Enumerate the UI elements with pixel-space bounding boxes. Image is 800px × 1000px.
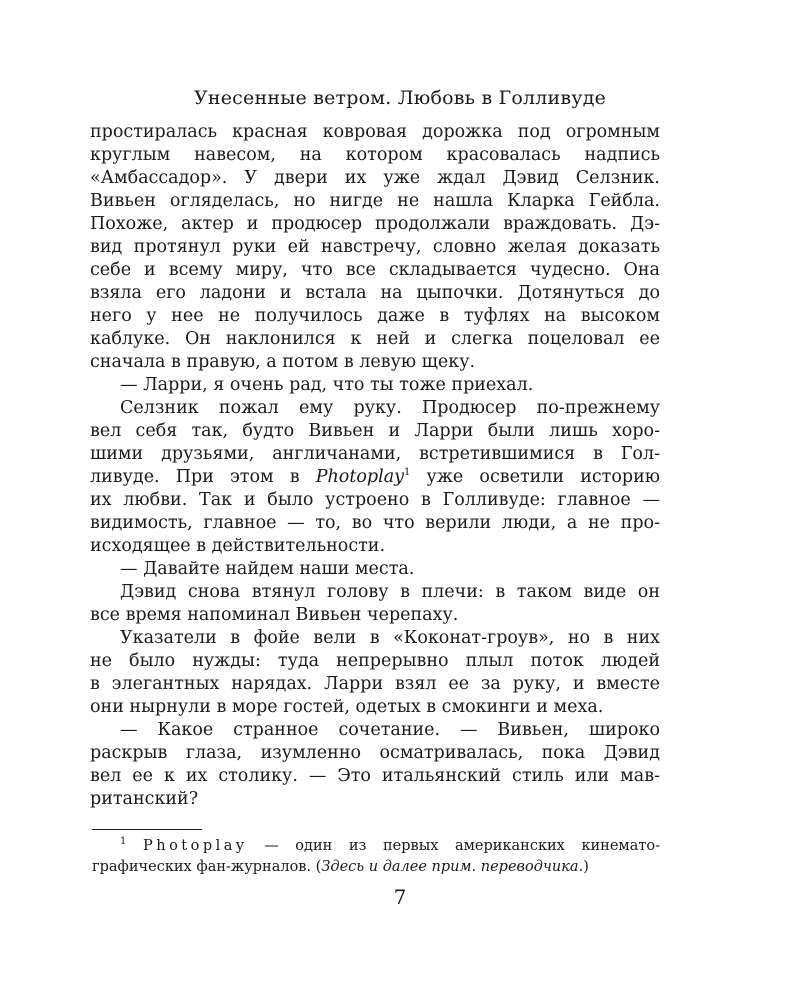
paragraph-first-line: Селзник пожал ему руку. Продюсер по-прежнему [120,398,660,418]
footnote-line [92,836,660,857]
footnote-term: Photoplay [142,838,248,854]
text-line: видимость, главное — то, во что верили люди, а не про- [90,513,660,533]
text-line: в элегантных нарядах. Ларри взял ее за руку, и вместе [90,674,660,694]
text-line-with-footnote-ref [90,466,660,489]
text-line: все время напоминал Вивьен черепаху. [90,605,459,625]
body-text [90,121,660,811]
dialogue-line: — Ларри, я очень рад, что ты тоже приехал. [120,375,534,395]
running-head: Унесенные ветром. Любовь в Голливуде [193,87,607,109]
footnote-text: графических фан-журналов. ( [92,859,322,875]
paragraph-first-line: Указатели в фойе вели в «Коконат-гроув», но в них [120,628,660,648]
text-line: Похоже, актер и продюсер продолжали враждовать. Дэ- [90,214,660,234]
text-line: исходящее в действительности. [90,536,386,556]
text-line: вел ее к их столику. — Это итальянский стиль или мав- [90,766,660,786]
footnote-marker: 1 [120,836,127,848]
dialogue-line: — Давайте найдем наши места. [120,559,415,579]
text-line: вид протянул руки ей навстречу, словно желая доказать [90,237,660,257]
text-line: не было нужды: туда непрерывно плыл поток людей [90,651,660,671]
page-number: 7 [393,885,407,909]
text-line: раскрыв глаза, изумленно осматривалась, пока Дэвид [90,743,660,763]
text-line: сначала в правую, а потом в левую щеку. [90,352,476,372]
text-line: него у нее не получилось даже в туфлях на высоком [90,306,660,326]
dialogue-line: — Какое странное сочетание. — Вивьен, широко [120,720,660,740]
italic-title: Photoplay [315,467,405,487]
text-line: взяла его ладони и встала на цыпочки. Дотянуться до [90,283,660,303]
text-line: ританский? [90,789,199,809]
text-segment: уже осветили историю [410,467,660,487]
footnote [92,836,660,878]
footnote-text: — один из первых американских кинемато- [247,838,660,854]
footnote-line [92,857,660,878]
text-segment: ливуде. При этом в [90,467,316,487]
footnote-divider [92,829,202,830]
footnote-note: Здесь и далее прим. переводчика. [321,859,584,875]
text-line: круглым навесом, на котором красовалась надпись [90,145,660,165]
text-line: «Амбассадор». У двери их уже ждал Дэвид Селзник. [90,168,660,188]
text-line: простиралась красная ковровая дорожка под огромным [90,122,660,142]
paragraph-first-line: Дэвид снова втянул голову в плечи: в таком виде он [120,582,660,602]
footnote-ref[interactable]: 1 [404,467,411,479]
text-line: они нырнули в море гостей, одетых в смокинги и меха. [90,697,604,717]
text-line: каблуке. Он наклонился к ней и слегка поцеловал ее [90,329,660,349]
text-line: вел себя так, будто Вивьен и Ларри были лишь хоро- [90,421,660,441]
text-line: их любви. Так и было устроено в Голливуде: главное — [90,490,660,510]
text-line: Вивьен огляделась, но нигде не нашла Кларка Гейбла. [90,191,660,211]
text-line: себе и всему миру, что все складывается чудесно. Она [90,260,660,280]
footnote-text: ) [583,859,589,875]
text-line: шими друзьями, англичанами, встретившимися в Гол- [90,444,660,464]
